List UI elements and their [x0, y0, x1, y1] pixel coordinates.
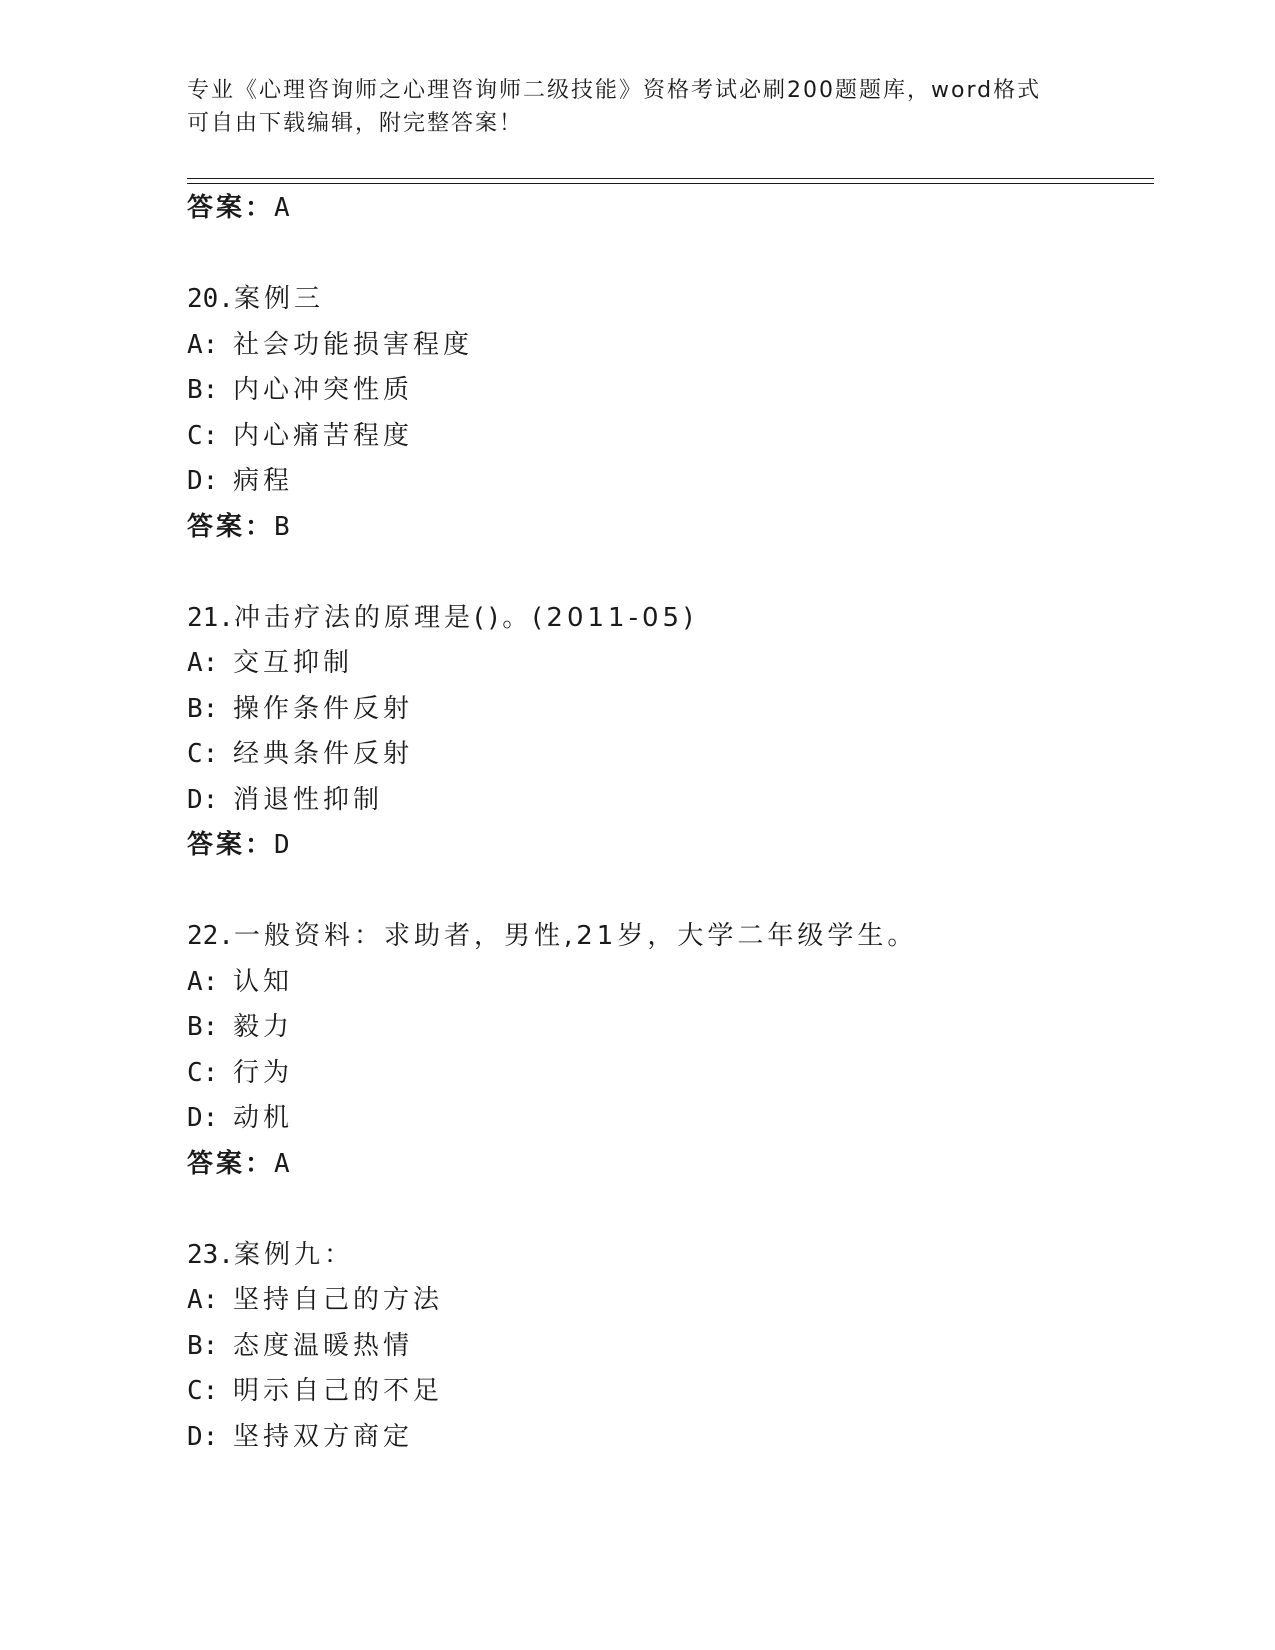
question-text: 案例三: [233, 284, 324, 314]
answer-line: [187, 823, 1147, 869]
spacer: [187, 550, 1147, 596]
option-text: 内心冲突性质: [233, 375, 414, 405]
option-letter: D:: [187, 1421, 219, 1452]
option-text: 明示自己的不足: [233, 1376, 444, 1406]
option-text: 消退性抑制: [233, 784, 384, 815]
option-text: 交互抑制: [233, 648, 354, 678]
question-number: 20.: [187, 284, 234, 314]
question-list: [187, 186, 1147, 1460]
header-divider-top: [187, 178, 1154, 179]
option-text: 坚持自己的方法: [233, 1285, 444, 1315]
option-letter: C:: [187, 1057, 219, 1088]
option-text: 病程: [233, 466, 294, 496]
question-stem: [187, 596, 1147, 642]
answer-label: 答案：: [187, 830, 275, 860]
option-d: [187, 1096, 1147, 1142]
question-stem: [187, 914, 1147, 960]
answer-line: [187, 186, 1147, 232]
option-letter: A:: [187, 1285, 219, 1315]
question-stem: [187, 1233, 1147, 1279]
option-text: 坚持双方商定: [233, 1421, 414, 1452]
answer-label: 答案：: [187, 1148, 275, 1179]
question-text: 案例九：: [233, 1239, 354, 1270]
option-letter: C:: [187, 420, 219, 451]
option-d: [187, 778, 1147, 824]
option-a: [187, 641, 1147, 687]
question-stem: [187, 277, 1147, 323]
answer-line: [187, 505, 1147, 551]
option-b: [187, 368, 1147, 414]
option-c: [187, 732, 1147, 778]
option-letter: D:: [187, 784, 219, 815]
option-text: 操作条件反射: [233, 693, 414, 724]
option-b: [187, 1005, 1147, 1051]
option-text: 经典条件反射: [233, 739, 414, 769]
option-letter: A:: [187, 966, 219, 997]
option-letter: C:: [187, 739, 219, 769]
option-text: 内心痛苦程度: [233, 420, 414, 451]
option-text: 社会功能损害程度: [233, 329, 474, 360]
page-header: [187, 74, 1087, 140]
header-divider-bottom: [187, 183, 1154, 184]
spacer: [187, 869, 1147, 915]
option-d: [187, 459, 1147, 505]
option-c: [187, 1369, 1147, 1415]
answer-value: A: [274, 1148, 293, 1179]
option-letter: B:: [187, 1012, 219, 1042]
option-d: [187, 1415, 1147, 1461]
answer-value: D: [274, 830, 293, 860]
option-b: [187, 1324, 1147, 1370]
answer-label: 答案：: [187, 511, 275, 542]
spacer: [187, 1187, 1147, 1233]
question-number: 23.: [187, 1239, 234, 1270]
option-a: [187, 960, 1147, 1006]
option-text: 认知: [233, 966, 294, 997]
option-letter: A:: [187, 648, 219, 678]
option-c: [187, 1051, 1147, 1097]
option-letter: B:: [187, 375, 219, 405]
header-line-1: 专业《心理咨询师之心理咨询师二级技能》资格考试必刷200题题库，word格式: [187, 78, 1042, 103]
option-text: 态度温暖热情: [233, 1330, 414, 1361]
option-text: 动机: [233, 1103, 294, 1133]
answer-value: A: [274, 193, 293, 223]
option-text: 行为: [233, 1057, 294, 1088]
option-letter: B:: [187, 1330, 219, 1361]
question-text: 冲击疗法的原理是()。(2011-05): [233, 602, 698, 633]
option-letter: D:: [187, 466, 219, 496]
answer-label: 答案：: [187, 193, 275, 223]
option-letter: D:: [187, 1103, 219, 1133]
option-a: [187, 1278, 1147, 1324]
header-line-2: 可自由下载编辑，附完整答案！: [187, 111, 524, 136]
question-number: 22.: [187, 921, 234, 951]
option-letter: B:: [187, 693, 219, 724]
option-letter: A:: [187, 329, 219, 360]
option-letter: C:: [187, 1376, 219, 1406]
option-a: [187, 323, 1147, 369]
spacer: [187, 232, 1147, 278]
option-text: 毅力: [233, 1012, 294, 1042]
option-b: [187, 687, 1147, 733]
answer-value: B: [274, 511, 293, 542]
answer-line: [187, 1142, 1147, 1188]
question-text: 一般资料：求助者，男性,21岁，大学二年级学生。: [233, 921, 918, 951]
option-c: [187, 414, 1147, 460]
question-number: 21.: [187, 602, 234, 633]
